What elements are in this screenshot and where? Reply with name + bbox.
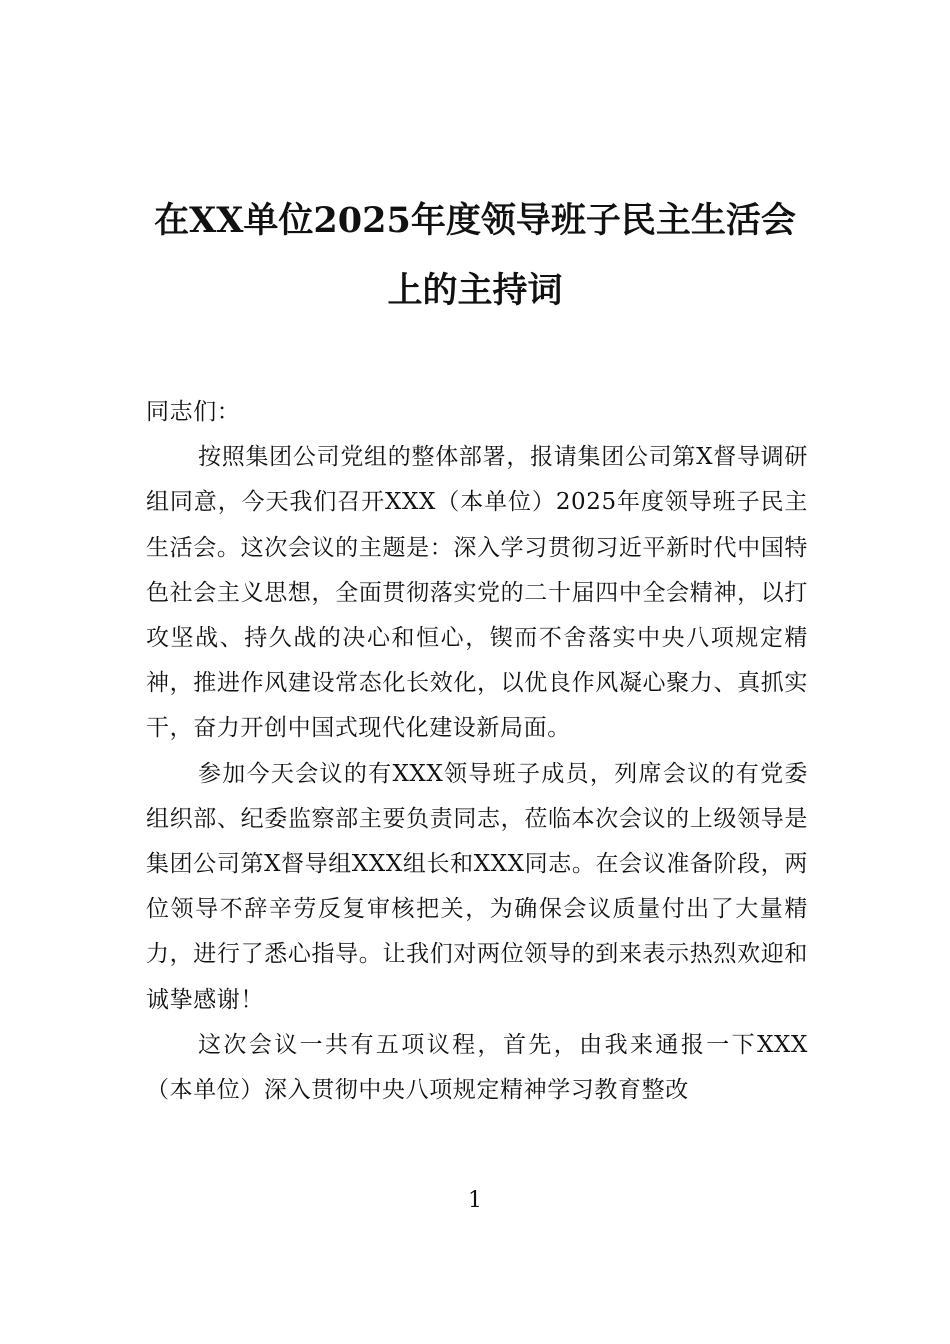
document-body [146, 390, 808, 1113]
page-number: 1 [468, 1188, 482, 1213]
paragraph-3: 这次会议一共有五项议程，首先，由我来通报一下XXX（本单位）深入贯彻中央八项规定精神学习教育整改 [146, 1031, 808, 1104]
salutation: 同志们： [146, 399, 241, 425]
paragraph-1: 按照集团公司党组的整体部署，报请集团公司第X督导调研组同意，今天我们召开XXX（本单位）2025年度领导班子民主生活会。这次会议的主题是：深入学习贯彻习近平新时代中国特色社会主义思想，全面贯彻落实党的二十届四中全会精神，以打攻坚战、持久战的决心和恒心，锲而不舍落实中央八项规定精神，推进作风建设常态化长效化，以优良作风凝心聚力、真抓实干，奋力开创中国式现代化建设新局面。 [146, 444, 808, 742]
document-title [120, 186, 830, 326]
title-line-2: 上的主持词 [387, 270, 563, 311]
title-line-1: 在XX单位2025年度领导班子民主生活会 [154, 200, 796, 241]
paragraph-2: 参加今天会议的有XXX领导班子成员，列席会议的有党委组织部、纪委监察部主要负责同志，莅临本次会议的上级领导是集团公司第X督导组XXX组长和XXX同志。在会议准备阶段，两位领导不辞辛劳反复审核把关，为确保会议质量付出了大量精力，进行了悉心指导。让我们对两位领导的到来表示热烈欢迎和诚挚感谢！ [146, 760, 808, 1013]
